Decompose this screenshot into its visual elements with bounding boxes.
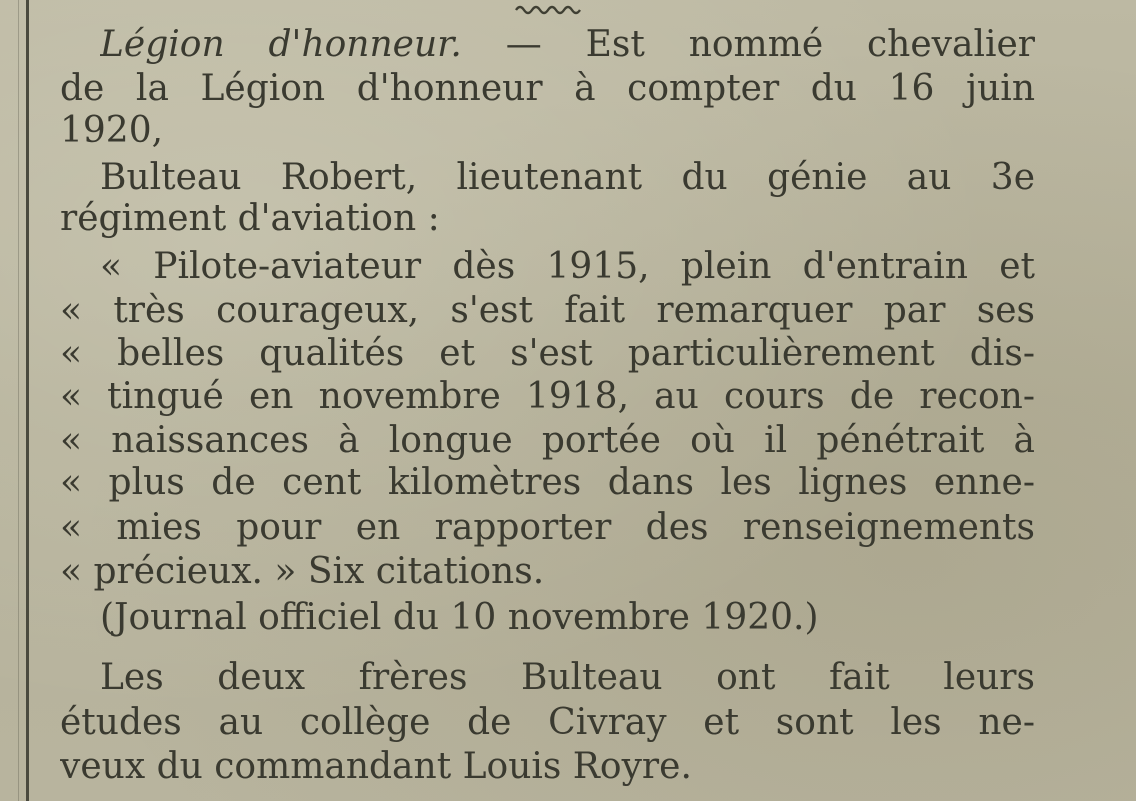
text-line-12: « mies pour en rapporter des renseignements <box>60 507 1035 548</box>
text-line-15: Les deux frères Bulteau ont fait leurs <box>100 657 1035 698</box>
ornament-divider <box>514 2 584 16</box>
bleed-through-shadow <box>1026 0 1136 801</box>
text-line-16: études au collège de Civray et sont les ne- <box>60 702 1035 743</box>
text-line-4: Bulteau Robert, lieutenant du génie au 3e <box>100 157 1035 198</box>
text-line-1 <box>100 24 1035 66</box>
text-line-7: « très courageux, s'est fait remarquer par ses <box>60 290 1035 331</box>
text-line-2: de la Légion d'honneur à compter du 16 juin <box>60 68 1035 109</box>
text-line-1-rest: — Est nommé chevalier <box>505 24 1035 65</box>
text-line-10: « naissances à longue portée où il pénétrait à <box>60 420 1035 461</box>
column-rule-faint <box>18 0 19 801</box>
text-line-17: veux du commandant Louis Royre. <box>60 746 692 787</box>
text-line-13: « précieux. » Six citations. <box>60 551 545 592</box>
text-line-14: (Journal officiel du 10 novembre 1920.) <box>100 597 819 638</box>
text-line-3: 1920, <box>60 110 164 151</box>
text-line-9: « tingué en novembre 1918, au cours de recon- <box>60 376 1035 417</box>
text-line-6: « Pilote-aviateur dès 1915, plein d'entrain et <box>100 246 1035 287</box>
section-title: Légion d'honneur. <box>100 24 462 65</box>
text-line-5: régiment d'aviation : <box>60 198 440 239</box>
column-rule <box>26 0 29 801</box>
text-line-8: « belles qualités et s'est particulièrement dis- <box>60 333 1035 374</box>
text-line-11: « plus de cent kilomètres dans les lignes enne- <box>60 462 1035 503</box>
